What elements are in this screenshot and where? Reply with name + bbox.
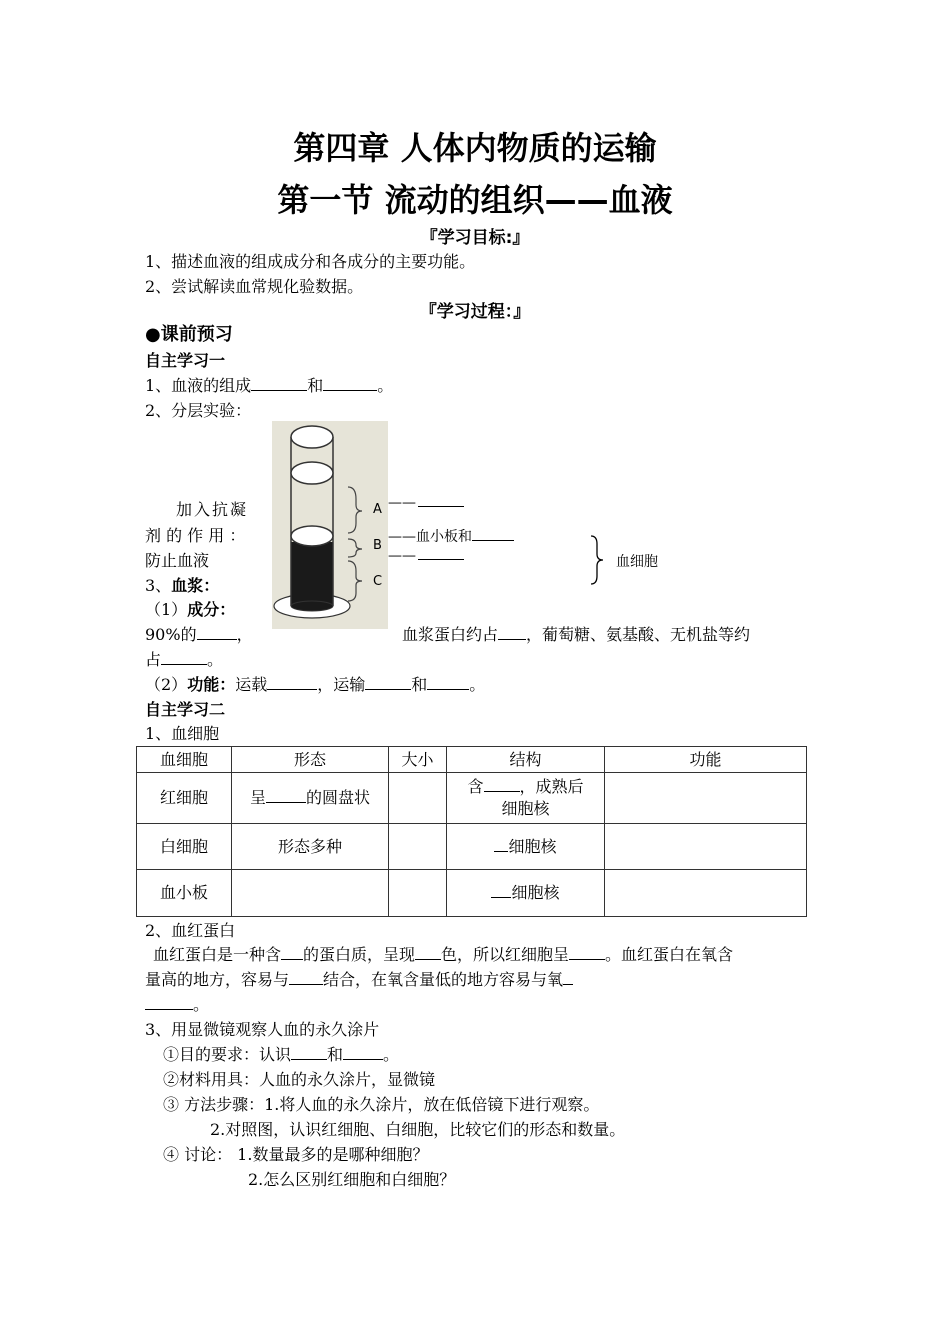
- blank[interactable]: [491, 883, 511, 898]
- blood-cells-heading: 1、血细胞: [145, 724, 220, 743]
- table-row: [137, 824, 807, 870]
- buffy-coat: [291, 526, 333, 546]
- cell-function[interactable]: [605, 824, 807, 870]
- section-title: 第一节 流动的组织——血液: [277, 181, 673, 219]
- tube-top: [291, 426, 333, 448]
- blank[interactable]: [289, 970, 323, 985]
- table-header: 形态: [232, 747, 389, 773]
- blank[interactable]: [343, 1045, 383, 1060]
- hemoglobin-heading: 2、血红蛋白: [145, 921, 236, 940]
- tube-bottom: [291, 601, 333, 611]
- cell-shape: 呈 的圆盘状: [232, 773, 389, 824]
- plasma-composition-c: 占 。: [145, 650, 224, 669]
- plasma-top: [291, 462, 333, 484]
- table-header: 大小: [389, 747, 447, 773]
- blank[interactable]: [484, 777, 520, 792]
- cell-function[interactable]: [605, 870, 807, 917]
- blood-cell-label: 血细胞: [616, 554, 658, 570]
- cell-function[interactable]: [605, 773, 807, 824]
- blank[interactable]: [569, 945, 605, 960]
- blank[interactable]: [563, 970, 573, 985]
- annotation-c: ——: [388, 545, 464, 567]
- label-a: A: [373, 502, 382, 517]
- discussion-2: 2.怎么区别红细胞和白细胞？: [248, 1170, 456, 1189]
- blank[interactable]: [145, 995, 193, 1010]
- blank[interactable]: [267, 675, 317, 690]
- plasma-composition-b: 血浆蛋白约占 ，葡萄糖、氨基酸、无机盐等约: [402, 625, 751, 644]
- self-study-2-heading: 自主学习二: [145, 700, 226, 719]
- goal-item: 2、尝试解读血常规化验数据。: [145, 277, 364, 296]
- cell-size[interactable]: [389, 824, 447, 870]
- table-header: 血细胞: [137, 747, 232, 773]
- anticoag-line-2: 剂 的 作 用 ：: [145, 526, 246, 545]
- process-heading: 『学习过程：』: [419, 302, 531, 322]
- label-c: C: [373, 574, 383, 589]
- plasma-composition-a: 90%的 ，: [145, 625, 253, 644]
- microscope-heading: 3、用显微镜观察人血的永久涂片: [145, 1020, 380, 1039]
- cell-size[interactable]: [389, 773, 447, 824]
- cell-name: 白细胞: [137, 824, 232, 870]
- blank[interactable]: [498, 625, 526, 640]
- red-cell-layer: [291, 542, 333, 606]
- chapter-title: 第四章 人体内物质的运输: [293, 129, 657, 167]
- blood-cell-table: [136, 746, 807, 917]
- label-b: B: [373, 538, 382, 553]
- curly-brace-icon: [588, 534, 608, 586]
- blank[interactable]: [415, 945, 441, 960]
- cell-name: 血小板: [137, 870, 232, 917]
- blank[interactable]: [161, 650, 207, 665]
- test-tube-figure: [272, 421, 388, 629]
- microscope-steps-2: 2.对照图，认识红细胞、白细胞，比较它们的形态和数量。: [210, 1120, 626, 1139]
- goal-item: 1、描述血液的组成成分和各成分的主要功能。: [145, 252, 476, 271]
- blank[interactable]: [323, 376, 377, 391]
- cell-structure: 细胞核: [447, 870, 605, 917]
- goals-heading: 『学习目标:』: [420, 228, 530, 248]
- cell-structure: 含 ，成熟后 细胞核: [447, 773, 605, 824]
- blank[interactable]: [281, 945, 303, 960]
- blank[interactable]: [472, 526, 514, 541]
- blank[interactable]: [291, 1045, 327, 1060]
- blank[interactable]: [251, 376, 307, 391]
- plasma-heading: 3、血浆：: [145, 576, 220, 595]
- blank[interactable]: [427, 675, 469, 690]
- plasma-composition-heading: （1）成分：: [145, 600, 236, 619]
- question-blood-composition: 1、血液的组成 和 。: [145, 376, 394, 395]
- blank[interactable]: [266, 788, 306, 803]
- blank[interactable]: [418, 492, 464, 507]
- cell-shape: 形态多种: [232, 824, 389, 870]
- cell-size[interactable]: [389, 870, 447, 917]
- cell-name: 红细胞: [137, 773, 232, 824]
- annotation-a: ——: [388, 492, 464, 514]
- anticoag-line-1: 加入抗凝: [176, 500, 249, 519]
- cell-structure: 细胞核: [447, 824, 605, 870]
- cell-shape[interactable]: [232, 870, 389, 917]
- hemoglobin-text-1: 血红蛋白是一种含 的蛋白质，呈现 色，所以红细胞呈 。血红蛋白在氧含: [153, 945, 734, 964]
- table-header-row: [137, 747, 807, 773]
- microscope-materials: ②材料用具：人血的永久涂片，显微镜: [163, 1070, 436, 1089]
- self-study-1-heading: 自主学习一: [145, 351, 226, 370]
- preview-heading: ●课前预习: [145, 324, 233, 345]
- blank[interactable]: [418, 545, 464, 560]
- table-header: 功能: [605, 747, 807, 773]
- blank[interactable]: [365, 675, 411, 690]
- blank[interactable]: [197, 625, 237, 640]
- hemoglobin-text-3: 。: [145, 994, 209, 1016]
- question-layer-experiment: 2、分层实验：: [145, 401, 252, 420]
- microscope-goal: ①目的要求：认识 和 。: [163, 1045, 400, 1064]
- table-row: [137, 773, 807, 824]
- hemoglobin-text-2: 量高的地方，容易与 结合，在氧含量低的地方容易与氧: [145, 969, 573, 991]
- annotation-b: ——血小板和: [388, 526, 514, 548]
- discussion-1: ④ 讨论： 1.数量最多的是哪种细胞？: [163, 1145, 429, 1164]
- table-header: 结构: [447, 747, 605, 773]
- plasma-function: （2）功能：运载 ，运输 和 。: [145, 675, 486, 694]
- table-row: [137, 870, 807, 917]
- microscope-steps-1: ③ 方法步骤：1.将人血的永久涂片，放在低倍镜下进行观察。: [163, 1095, 600, 1114]
- anticoag-line-3: 防止血液: [145, 551, 210, 570]
- blank[interactable]: [494, 837, 508, 852]
